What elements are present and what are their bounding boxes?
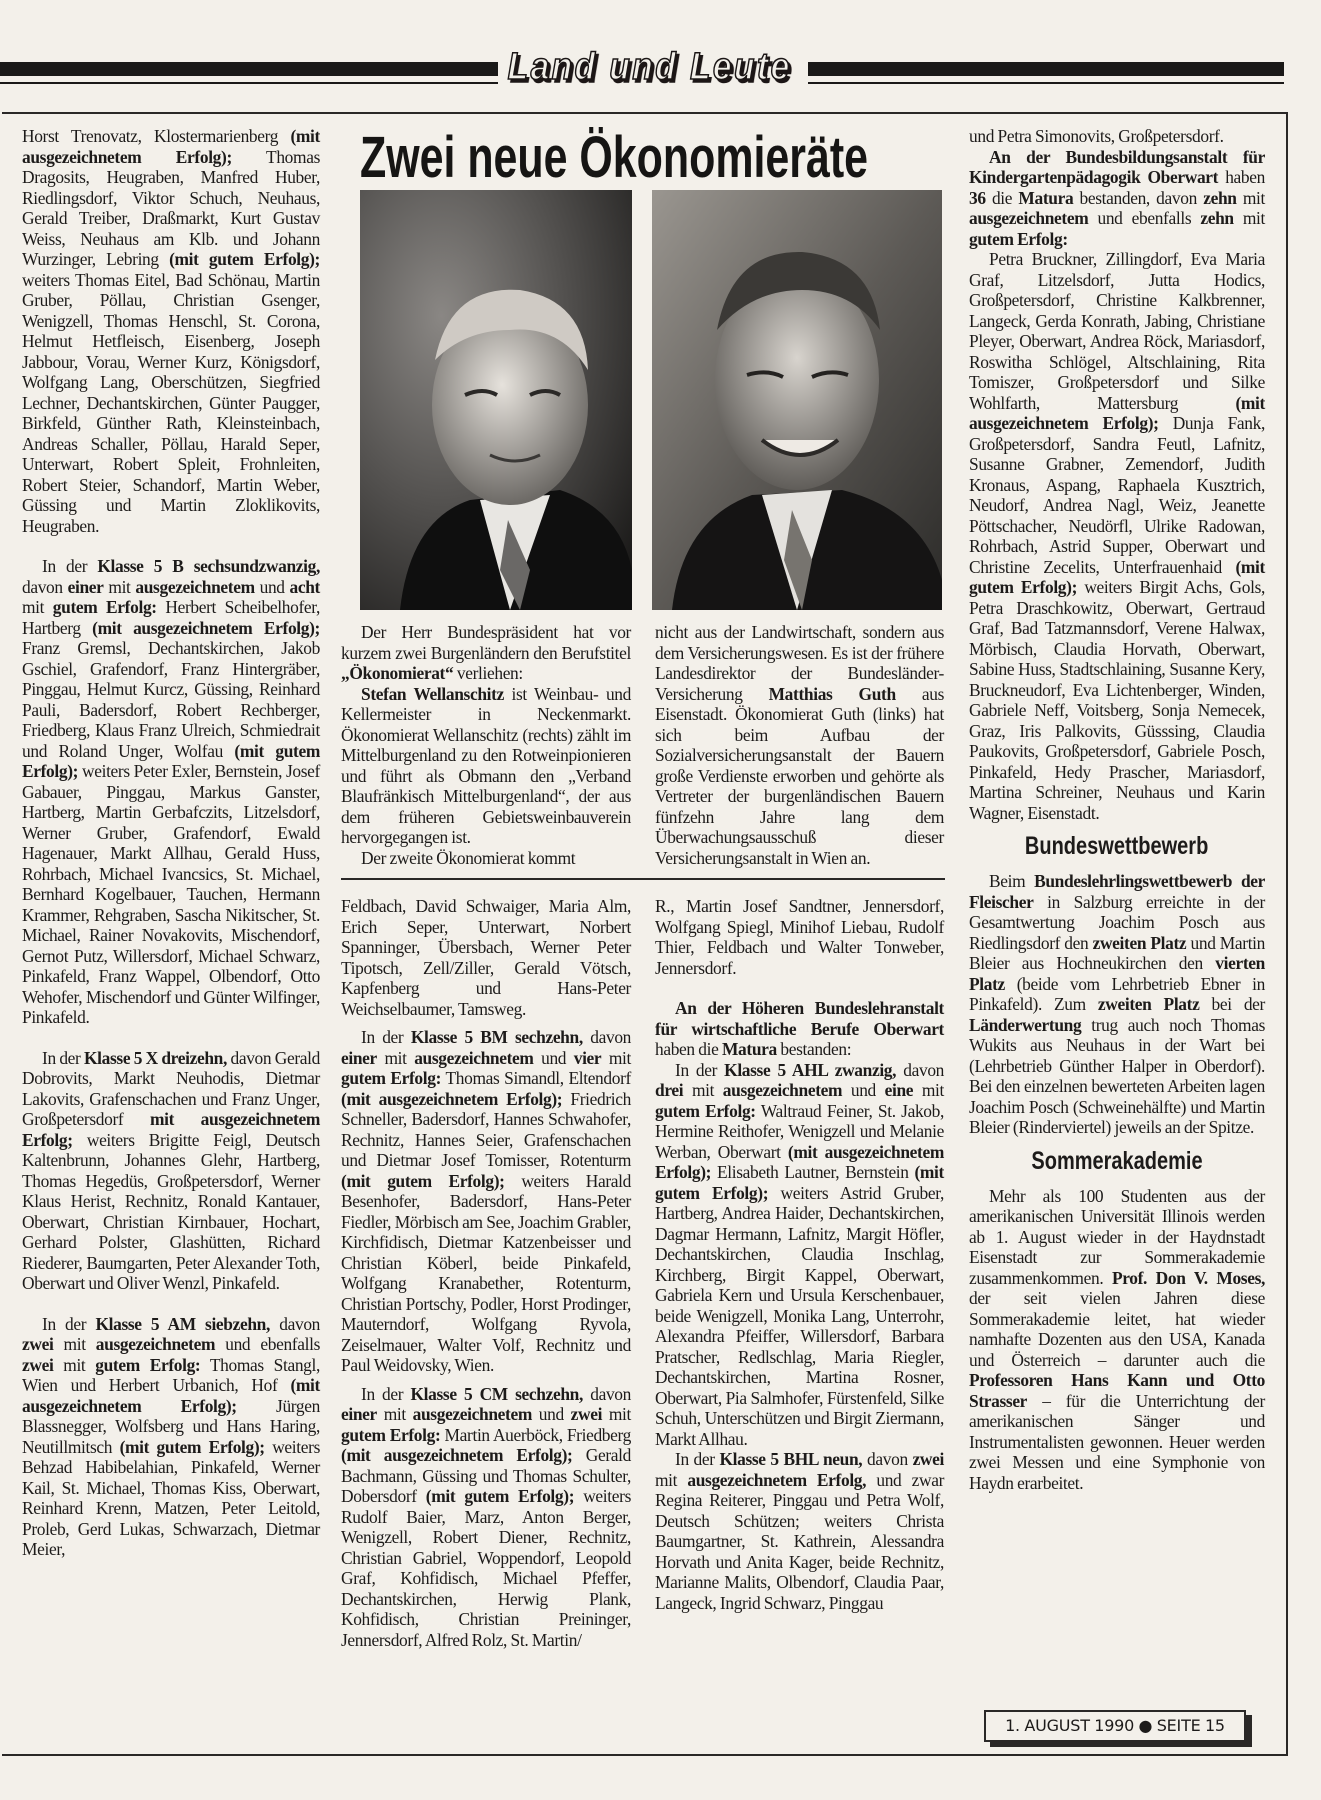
text-run: In der (42, 556, 98, 576)
text-run: der seit vielen Jahren diese Sommerakademie leitet, hat wieder namhafte Dozenten aus den USA, Kanada und Österreich – darunter auch die (969, 1288, 1265, 1370)
subheading-text: Sommerakademie (1031, 1146, 1203, 1175)
text-run: haben die (655, 1039, 722, 1059)
headline-text: Zwei neue Ökonomieräte (360, 125, 869, 190)
text-run: Horst Trenovatz, Klostermarienberg (22, 126, 291, 146)
middle-section (341, 114, 945, 1742)
paragraph (969, 1186, 1265, 1494)
headline (360, 125, 908, 190)
section-logo-text: Land und Leute (507, 45, 790, 88)
paragraph (341, 1027, 631, 1376)
text-run: Der Herr Bundespräsident hat vor kurzem zwei Burgenländern den Berufstitel (341, 622, 631, 663)
bold-text: gutem Erfolg: (341, 1068, 442, 1088)
text-run: und (254, 576, 290, 597)
text-run: mit (601, 1047, 631, 1068)
text-run: nicht aus der Landwirtschaft, sondern aus dem Versicherungswesen. Es ist der frühere Landesdirektor der Bundesländer-Versicherung (655, 622, 944, 704)
header-rule-left (0, 62, 498, 76)
paragraph (341, 848, 631, 869)
column-2 (341, 896, 631, 1650)
text-run: die (985, 187, 1019, 208)
lower-columns (341, 896, 945, 1650)
text-run: und zwar Regina Reiterer, Pinggau und Petra Wolf, Deutsch Schützen; weiters Christa Baumgartner, St. Kathrein, Alessandra Horvath und Anita Kager, beide Rechnitz, Marianne Malits, Olbendorf, Claudia Paar, Langeck, Ingrid Schwarz, Pinggau (655, 1469, 945, 1613)
text-run: In der (42, 1047, 84, 1068)
bold-text: An der Höheren Bundeslehranstalt für wirtschaftliche Berufe Oberwart (655, 998, 944, 1039)
text-run: davon Gerald Dobrovits, Markt Neuhodis, Dietmar Lakovits, Grafenschachen und Franz Unger, Großpetersdorf (22, 1047, 320, 1129)
paragraph (341, 896, 631, 1019)
bold-text: (mit gutem Erfolg); (655, 1162, 944, 1203)
text-run: bestanden, davon (1073, 187, 1204, 208)
text-run: Petra Bruckner, Zillingdorf, Eva Maria Graf, Litzelsdorf, Jutta Hodics, Großpetersdorf, Christine Kalkbrenner, Langeck, Gerda Konrath, Jabing, Christiane Pleyer, Oberwart, Andrea Röck, Mariasdorf, Roswitha Schlögel, Altschlaining, Rita Tomiszer, Großpetersdorf und Silke Wohlfarth, Mattersburg (969, 249, 1265, 413)
bold-text: Klasse 5 BHL neun, (719, 1449, 863, 1469)
bold-text: (mit ausgezeichnetem Erfolg); (341, 1088, 563, 1109)
bold-text: (mit ausgezeichnetem Erfolg); (92, 617, 320, 638)
column-4 (969, 114, 1265, 1742)
bold-text: ausgezeichnetem (969, 208, 1089, 228)
bold-text: Prof. Don V. Moses, (1111, 1267, 1265, 1288)
bold-text: (mit ausgezeichnetem Erfolg); (22, 1375, 320, 1416)
subheading-text: Bundeswettbewerb (1025, 832, 1209, 860)
text-run: haben (1218, 167, 1265, 187)
issue-date: 1. AUGUST 1990 (1005, 1716, 1135, 1735)
column-1 (22, 114, 320, 1742)
bold-text: gutem Erfolg: (341, 1424, 441, 1445)
bold-text: eine (884, 1080, 914, 1100)
photo-row (341, 190, 945, 610)
text-run: Jürgen Blassnegger, Wolfsberg und Hans Haring, Neutillmitsch (22, 1395, 320, 1457)
text-run: weiters Rudolf Baier, Marz, Anton Berger, Wenigzell, Robert Diener, Rechnitz, Christian Gabriel, Woppendorf, Leopold Graf, Kohfidisch, Michael Pfeffer, Dechantskirchen, Herwig Plank, Kohfidisch, Christian Preininger, Jennersdorf, Alfred Rolz, St. Martin/ (341, 1486, 631, 1650)
bold-text: Klasse 5 BM sechzehn, (410, 1027, 583, 1047)
bold-text: vier (573, 1047, 602, 1068)
divider (341, 878, 945, 880)
bold-text: Länderwertung (969, 1014, 1082, 1035)
text-run: davon (270, 1313, 321, 1334)
text-run: Mehr als 100 Studenten aus der amerikanischen Universität Illinois werden ab 1. August wieder in der Haydnstadt Eisenstadt zur Sommerakademie zusammenkommen. (969, 1185, 1265, 1288)
bold-text: einer (341, 1047, 377, 1068)
bold-text: (mit gutem Erfolg); (969, 556, 1265, 597)
text-run: davon (22, 576, 68, 597)
bold-text: gutem Erfolg: (655, 1100, 756, 1121)
paragraph (22, 556, 320, 1028)
bold-text: 36 (969, 187, 986, 208)
text-run: mit (655, 1469, 688, 1490)
bold-text: gutem Erfolg: (969, 228, 1068, 249)
text-run: mit (683, 1080, 723, 1100)
paragraph (22, 1048, 320, 1294)
text-run: mit (53, 1334, 96, 1354)
text-run: in Salzburg erreichte in der Gesamtwertung Joachim Posch aus Riedlingsdorf den (969, 891, 1265, 953)
text-run: Thomas Stangl, Wien und Herbert Urbanich, Hof (22, 1354, 320, 1395)
text-run: Franz Gremsl, Dechantskirchen, Jakob Gschiel, Grafendorf, Franz Hintergräber, Pinggau, Helmut Kurcz, Güssing, Reinhard Pauli, Badersdorf, Robert Rechberger, Friedberg, Klaus Franz Ulreich, Schmiedrait und Roland Unger, Wolfau (22, 638, 320, 761)
bold-text: „Ökonomierat“ (341, 663, 454, 683)
text-run: Der zweite Ökonomierat kommt (361, 847, 576, 868)
bold-text: mit ausgezeichnetem Erfolg; (22, 1109, 320, 1150)
bold-text: (mit ausgezeichnetem Erfolg); (341, 1445, 573, 1465)
text-run: mit (376, 1404, 413, 1424)
subheading-bundeswettbewerb (969, 831, 1265, 861)
bullet-icon: ● (1138, 1716, 1153, 1735)
bold-text: ausgezeichnetem (722, 1080, 843, 1100)
bold-text: Stefan Wellanschitz (361, 683, 504, 704)
text-run: davon (862, 1449, 913, 1469)
text-run: R., Martin Josef Sandtner, Jennersdorf, Wolfgang Spiegl, Minihof Liebau, Rudolf Thier, Feldbach und Walter Tonweber, Jennersdorf. (655, 896, 944, 978)
paragraph (655, 622, 944, 868)
content-frame (2, 112, 1288, 1756)
bold-text: Bundeslehrlingswettbewerb der Fleischer (969, 871, 1265, 912)
bold-text: (mit gutem Erfolg); (341, 1170, 505, 1191)
text-run: und (533, 1047, 574, 1068)
paragraph (969, 249, 1265, 823)
text-run: Thomas Simandl, Eltendorf (441, 1068, 631, 1088)
text-run: verliehen: (453, 663, 523, 683)
bold-text: drei (655, 1080, 684, 1100)
bold-text: ausgezeichnetem Erfolg, (687, 1469, 867, 1490)
text-run: weiters Thomas Eitel, Bad Schönau, Martin Gruber, Pöllau, Christian Gsenger, Wenigzell, Thomas Henschl, St. Corona, Helmut Hetfleisch, Eisenberg, Joseph Jabbour, Vorau, Werner Kurz, Königsdorf, Wolfgang Lang, Oberschützen, Siegfried Lechner, Dechantskirchen, Günter Paugger, Birkfeld, Günther Rath, Kleinsteinbach, Andreas Schaller, Pöllau, Harald Seper, Unterwart, Robert Spleit, Frohnleiten, Robert Steier, Schandorf, Martin Weber, Güssing und Martin Zloklikovits, Heugraben. (22, 269, 320, 536)
bold-text: (mit gutem Erfolg); (169, 249, 320, 269)
text-run: mit (1236, 187, 1265, 208)
section-logo (505, 46, 801, 88)
text-run: und (532, 1404, 571, 1424)
paragraph (655, 896, 944, 978)
text-run: Waltraud Feiner, St. Jakob, Hermine Reithofer, Wenigzell und Melanie Werban, Oberwart (655, 1100, 944, 1162)
bold-text: zwei (22, 1334, 54, 1354)
bold-text: zwei (22, 1354, 54, 1375)
text-run: Elisabeth Lautner, Bernstein (711, 1162, 915, 1182)
text-run: In der (361, 1383, 411, 1404)
bold-text: einer (341, 1404, 377, 1424)
text-run: weiters Peter Exler, Bernstein, Josef Gabauer, Pinggau, Markus Ganster, Hartberg, Martin Gerbafczits, Litzelsdorf, Werner Gruber, Grafendorf, Ewald Hagenauer, Markt Allhau, Gerald Huss, Rohrbach, Michael Ivancsics, St. Michael, Bernhard Kogelbauer, Tauchen, Hermann Krammer, Rehgraben, Sascha Nikitscher, St. Michael, Rainer Novakovits, Mischendorf, Gernot Putz, Willersdorf, Michael Schwarz, Pinkafeld, Franz Wappel, Olbendorf, Otto Wehofer, Mischendorf und Günter Wilfinger, Pinkafeld. (22, 761, 320, 1027)
paragraph (969, 871, 1265, 1138)
text-run: aus Eisenstadt. Ökonomierat Guth (links) hat sich beim Aufbau der Sozialversicherungsanstalt der Bauern große Verdienste erworben und gehörte als Vertreter der burgenländischen Bauern fünfzehn Jahre lang dem Überwachungsausschuß dieser Versicherungsanstalt in Wien an. (655, 683, 944, 868)
text-run: mit (602, 1404, 631, 1424)
bold-text: (mit gutem Erfolg); (119, 1436, 265, 1457)
bold-text: zehn (1200, 208, 1234, 228)
bold-text: Klasse 5 AM siebzehn, (95, 1313, 271, 1334)
text-run: (beide vom Lehrbetrieb Ebner in Pinkafeld). Zum (969, 973, 1265, 1014)
column-3 (655, 896, 944, 1650)
caption-column-right (655, 622, 944, 868)
text-run: davon (582, 1027, 632, 1047)
paragraph (969, 126, 1265, 147)
paragraph (22, 1314, 320, 1560)
text-run: mit (376, 1047, 415, 1068)
bold-text: (mit ausgezeichnetem Erfolg); (655, 1141, 944, 1182)
text-run: und (842, 1080, 885, 1100)
bold-text: zehn (1203, 187, 1237, 208)
text-run: mit (913, 1080, 945, 1100)
bold-text: Matura (721, 1039, 777, 1059)
bold-text: einer (67, 576, 104, 597)
text-run: weiters Astrid Gruber, Hartberg, Andrea Haider, Dechantskirchen, Dagmar Hermann, Lafnitz, Margit Höfler, Dechantskirchen, Claudia Inschlag, Kirchberg, Birgit Kappel, Oberwart, Gabriela Kern und Ursula Kerschenbauer, beide Wenigzell, Monika Lang, Unterrohr, Alexandra Pfeiffer, Willersdorf, Barbara Pratscher, Redlschlag, Maria Riegler, Dechantskirchen, Martina Rosner, Oberwart, Pia Salmhofer, Fürstenfeld, Silke Schuh, Unterschützen und Birgit Ziermann, Markt Allhau. (655, 1182, 944, 1449)
bold-text: Matthias Guth (768, 683, 896, 704)
bold-text: ausgezeichnetem (414, 1047, 534, 1068)
photo-matthias-guth (360, 190, 632, 610)
text-run: – für die Unterrichtung der amerikanischen Sänger und Instrumentalisten gewonnen. Heuer werden zwei Messen und eine Symphonie von Haydn erarbeitet. (969, 1390, 1265, 1493)
text-run: und Petra Simonovits, Großpetersdorf. (969, 126, 1224, 146)
bold-text: gutem Erfolg: (52, 597, 157, 617)
bold-text: (mit ausgezeichnetem Erfolg); (969, 392, 1265, 433)
text-run: Gerald Bachmann, Güssing und Thomas Schulter, Dobersdorf (341, 1445, 631, 1506)
bold-text: Klasse 5 X dreizehn, (84, 1047, 227, 1068)
caption-column-left (341, 622, 631, 868)
text-run: Herbert Scheibelhofer, Hartberg (22, 597, 320, 638)
bold-text: ausgezeichnetem (412, 1404, 532, 1424)
bold-text: (mit ausgezeichnetem Erfolg); (22, 126, 320, 167)
bold-text: Matura (1018, 187, 1074, 208)
text-run: davon (582, 1383, 632, 1404)
paragraph (341, 622, 631, 684)
text-run: Beim (989, 871, 1035, 891)
text-run: mit (22, 597, 53, 617)
subheading-sommerakademie (969, 1146, 1265, 1176)
spacer (969, 1493, 1265, 1509)
bold-text: Klasse 5 B sechsundzwanzig, (97, 556, 320, 576)
paragraph (969, 147, 1265, 250)
text-run: mit (53, 1354, 96, 1375)
bold-text: zweiten Platz (1097, 994, 1200, 1014)
paragraph (655, 1449, 944, 1613)
bold-text: zweiten Platz (1092, 932, 1187, 953)
text-run: davon (896, 1059, 945, 1080)
text-run: und ebenfalls (215, 1334, 320, 1354)
text-run: und Martin Bleier aus Hochneukirchen den (969, 932, 1266, 973)
text-run: ist Weinbau- und Kellermeister in Neckenmarkt. Ökonomierat Wellanschitz (rechts) zählt im Mittelburgenland zu den Rotweinpionieren und führt als Obmann den „Verband Blaufränkisch Mittelburgenland“, der aus dem früheren Gebietsweinbauverein hervorgegangen ist. (341, 683, 631, 847)
text-run: weiters Brigitte Feigl, Deutsch Kaltenbrunn, Johannes Glehr, Hartberg, Thomas Hegedüs, Großpetersdorf, Werner Klaus Herist, Rechnitz, Ronald Kantauer, Oberwart, Christian Kirnbauer, Hochart, Gerhard Polster, Glashütten, Richard Riederer, Baumgarten, Peter Alexander Toth, Oberwart und Oliver Wenzl, Pinkafeld. (22, 1129, 320, 1293)
bold-text: Klasse 5 AHL zwanzig, (724, 1059, 897, 1080)
bold-text: Klasse 5 CM sechzehn, (410, 1383, 583, 1404)
text-run: In der (675, 1059, 725, 1080)
text-run: und ebenfalls (1088, 208, 1201, 228)
paragraph (655, 1060, 944, 1450)
page-number: SEITE 15 (1156, 1716, 1225, 1735)
text-run: weiters Birgit Achs, Gols, Petra Draschkowitz, Oberwart, Gertraud Graf, Bad Tatzmannsdorf, Verene Halwax, Mörbisch, Claudia Horvath, Oberwart, Sabine Huss, Stadtschlaining, Susanne Kery, Bruckneudorf, Eva Lichtenberger, Winden, Gabriele Neff, Voitsberg, Sonja Nemecek, Graz, Iris Palkovits, Güsssing, Claudia Paukovits, Großpetersdorf, Gabriele Posch, Pinkafeld, Hedy Prascher, Mariasdorf, Martina Schreiner, Neuhaus und Karin Wagner, Eisenstadt. (969, 577, 1265, 823)
header-rule-right (808, 62, 1284, 76)
photo-stefan-wellanschitz (652, 190, 942, 610)
caption-row (341, 622, 945, 868)
bold-text: ausgezeichnetem (135, 576, 255, 597)
text-run: weiters Harald Besenhofer, Badersdorf, Hans-Peter Fiedler, Mörbisch am See, Joachim Grabler, Kirchfidisch, Dietmar Katzenbeisser und Christian Köberl, beide Pinkafeld, Wolfgang Kranabether, Rotenturm, Christian Portschy, Podler, Horst Prodinger, Mauterndorf, Wolfgang Ryvola, Zeiselmauer, Walter Volf, Rechnitz und Paul Weidovsky, Wien. (341, 1170, 631, 1375)
bold-text: (mit gutem Erfolg); (425, 1486, 575, 1506)
bold-text: zwei (912, 1449, 944, 1469)
text-run: In der (675, 1449, 720, 1469)
bold-text: gutem Erfolg: (95, 1354, 201, 1375)
bold-text: acht (289, 576, 320, 597)
text-run: Friedrich Schneller, Badersdorf, Hannes Schwahofer, Rechnitz, Hannes Seier, Grafenschachen und Dietmar Josef Tomisser, Rotenturm (341, 1088, 631, 1170)
text-run: bestanden: (776, 1039, 852, 1059)
bold-text: Professoren Hans Kann und Otto Strasser (969, 1370, 1265, 1411)
text-run: weiters Behzad Habibelahian, Pinkafeld, Werner Kail, St. Michael, Thomas Kiss, Oberwart, Reinhard Krenn, Matzen, Peter Leitold, Proleb, Gerd Lukas, Schwarzach, Dietmar Meier, (22, 1436, 320, 1559)
bold-text: zwei (570, 1404, 603, 1424)
page-footer (984, 1710, 1246, 1742)
text-run: mit (103, 576, 136, 597)
text-run: Feldbach, David Schwaiger, Maria Alm, Erich Seper, Unterwart, Norbert Spanninger, Übersbach, Werner Peter Tipotsch, Zell/Ziller, Gerald Vötsch, Kapfenberg und Hans-Peter Weichselbaumer, Tamsweg. (341, 896, 631, 1019)
text-run: Martin Auerböck, Friedberg (440, 1424, 631, 1445)
paragraph (341, 1384, 631, 1651)
paragraph (22, 126, 320, 536)
paragraph (655, 998, 944, 1060)
paragraph (341, 684, 631, 848)
text-run: In der (42, 1313, 96, 1334)
bold-text: vierten Platz (969, 953, 1265, 994)
header-thin-rule-left (0, 82, 498, 84)
text-run: Thomas Dragosits, Heugraben, Manfred Huber, Riedlingsdorf, Viktor Schuch, Neuhaus, Gerald Treiber, Draßmarkt, Kurt Gustav Weiss, Neuhaus am Klb. und Johann Wurzinger, Lebring (22, 146, 320, 269)
text-run: bei der (1199, 994, 1265, 1014)
text-run: trug auch noch Thomas Wukits aus Neuhaus in der Wart bei (Lehrbetrieb Günther Halper in Oberdorf). Bei den einzelnen bewerteten Arbeiten lagen Joachim Posch (Schweinehälfte) und Martin Bleier (Rinderviertel) jeweils an der Spitze. (969, 1014, 1265, 1137)
bold-text: ausgezeichnetem (95, 1334, 216, 1354)
text-run: In der (361, 1027, 411, 1047)
text-run: Dunja Fank, Großpetersdorf, Sandra Feutl, Lafnitz, Susanne Grabner, Zemendorf, Judith Kronaus, Aspang, Raphaela Kusztrich, Neudorf, Andrea Nagl, Weiz, Jeanette Pöttschacher, Neudörfl, Ulrike Radowan, Rohrbach, Astrid Supper, Oberwart und Christine Zecelits, Unterfrauenhaid (969, 413, 1265, 577)
header-thin-rule-right (808, 82, 1284, 84)
bold-text: An der Bundesbildungsanstalt für Kindergartenpädagogik Oberwart (969, 146, 1265, 187)
bold-text: (mit gutem Erfolg); (22, 740, 320, 781)
text-run: mit (1233, 208, 1266, 228)
